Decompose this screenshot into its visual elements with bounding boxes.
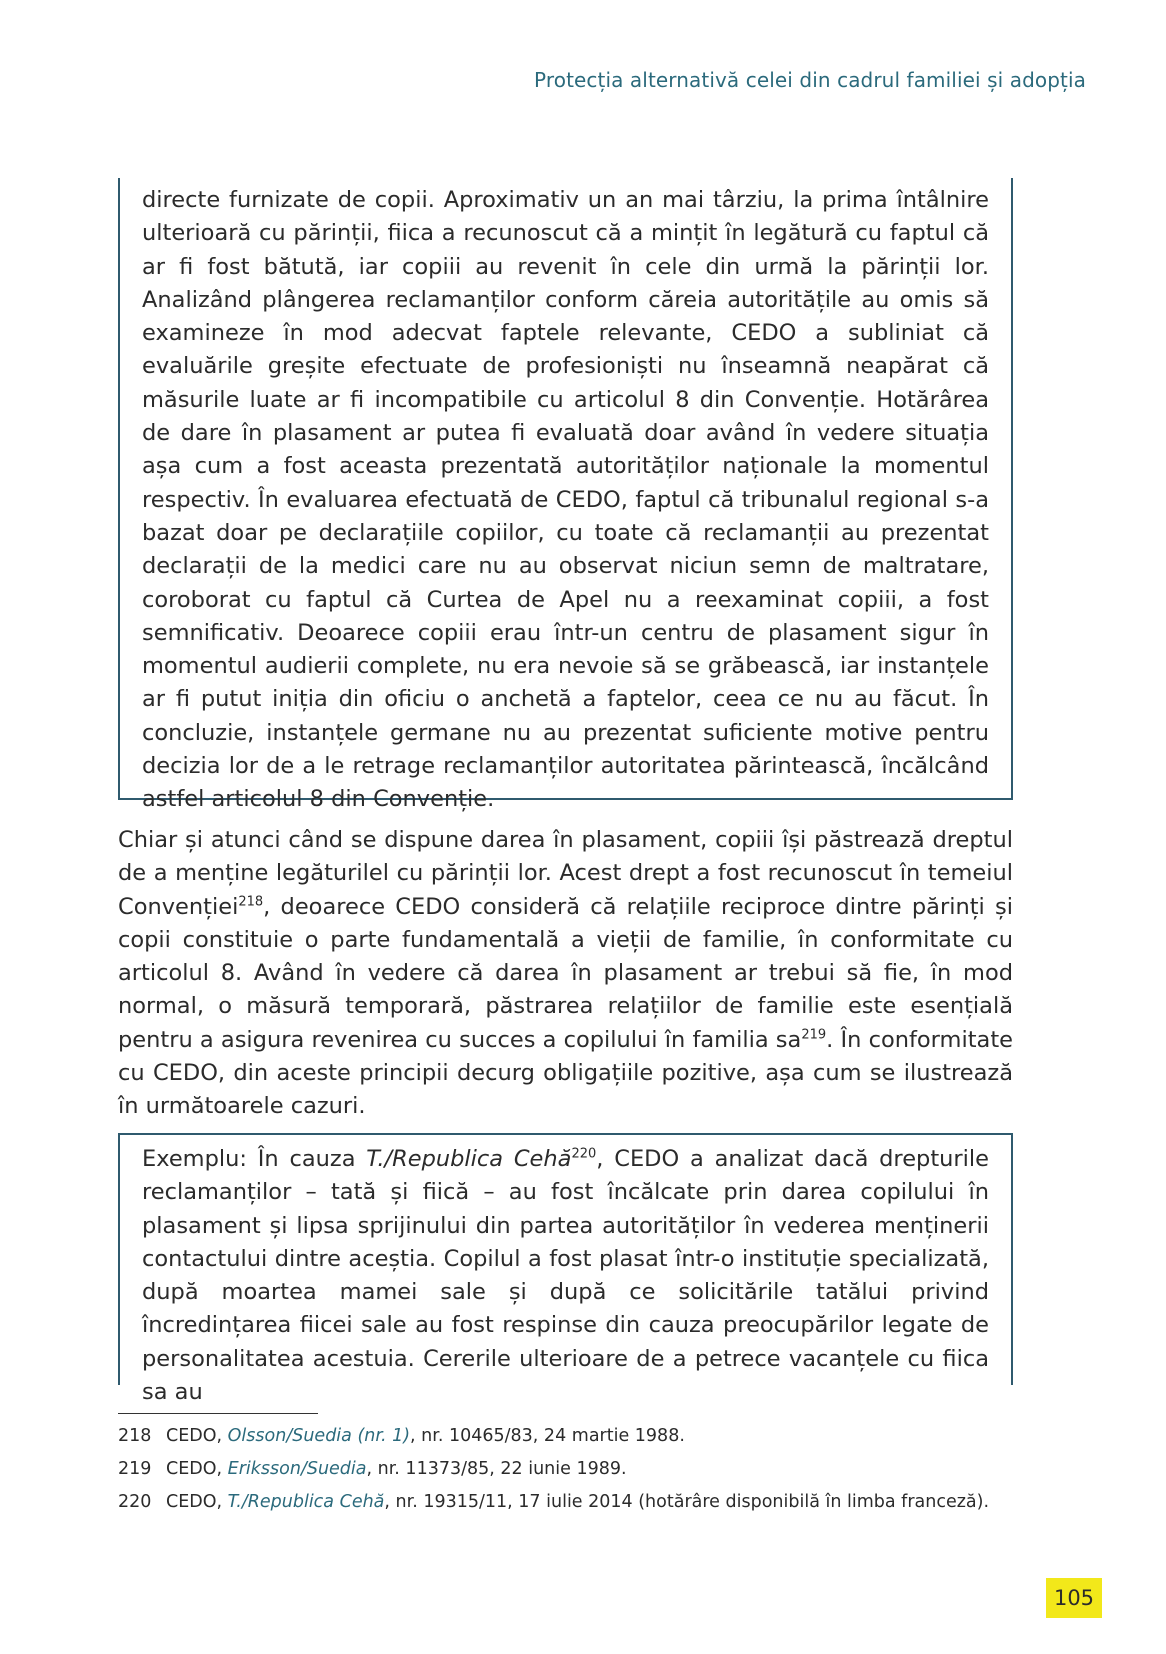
- footnote-text: [166, 1486, 989, 1519]
- footnote-case-link[interactable]: Olsson/Suedia (nr. 1): [227, 1426, 411, 1446]
- page-number-badge: 105: [1046, 1578, 1102, 1618]
- case-name: T./Republica Cehă: [366, 1146, 572, 1172]
- footnote-ref-219[interactable]: 219: [801, 1027, 827, 1043]
- running-header: Protecția alternativă celei din cadrul familiei și adopția: [534, 68, 1086, 92]
- footnote-prefix: CEDO,: [166, 1492, 228, 1512]
- footnote-number: 220: [118, 1492, 152, 1512]
- footnote-prefix: CEDO,: [166, 1426, 228, 1446]
- body-text-part2: , deoarece CEDO consideră că relațiile reciproce dintre părinți și copii constituie o parte fundamentală a vieții de familie, în conformitate cu articolul 8. Având în vedere că darea în plasament ar trebui să fie, în mod normal, o măsură temporară, păstrarea relațiilor de familie este esențială pentru a asigura revenirea cu succes a copilului în familia sa: [118, 893, 1013, 1053]
- footnotes: [118, 1420, 1013, 1519]
- example-box: [118, 1133, 1013, 1406]
- footnote-ref-220[interactable]: 220: [571, 1146, 597, 1162]
- body-paragraph: [118, 824, 1013, 1124]
- footnote-text: [166, 1453, 627, 1486]
- example-box-text: directe furnizate de copii. Aproximativ un an mai târziu, la prima întâlnire ulterioară cu părinții, fiica a recunoscut că a mințit în legătură cu faptul că ar fi fost bătută, iar copiii au revenit în cele din urmă la părinții lor. Analizând plângerea reclamanților conform căreia autoritățile au omis să examineze în mod adecvat faptele relevante, CEDO a subliniat că evaluările greșite efectuate de profesioniști nu înseamnă neapărat că măsurile luate ar fi incompatibile cu articolul 8 din Convenție. Hotărârea de dare în plasament ar putea fi evaluată doar având în vedere situația așa cum a fost aceasta prezentată autorităților naționale la momentul respectiv. În evaluarea efectuată de CEDO, faptul că tribunalul regional s-a bazat doar pe declarațiile copiilor, cu toate că reclamanții au prezentat declarații de la medici care nu au observat niciun semn de maltratare, coroborat cu faptul că Curtea de Apel nu a reexaminat copiii, a fost semnificativ. Deoarece copiii erau într-un centru de plasament sigur în momentul audierii complete, nu era nevoie să se grăbească, iar instanțele ar fi putut iniția din oficiu o anchetă a faptelor, ceea ce nu au făcut. În concluzie, instanțele germane nu au prezentat suficiente motive pentru decizia lor de a le retrage reclamanților autoritatea părintească, încălcând astfel articolul 8 din Convenție.: [142, 187, 989, 813]
- footnote-number: 218: [118, 1426, 152, 1446]
- footnote-suffix: , nr. 19315/11, 17 iulie 2014 (hotărâre disponibilă în limba franceză).: [384, 1492, 990, 1512]
- footnote-case-link[interactable]: Eriksson/Suedia: [227, 1459, 367, 1479]
- footnote-suffix: , nr. 10465/83, 24 martie 1988.: [410, 1426, 685, 1446]
- footnote-item: [118, 1453, 1013, 1486]
- footnote-suffix: , nr. 11373/85, 22 iunie 1989.: [366, 1459, 627, 1479]
- footnote-case-link[interactable]: T./Republica Cehă: [227, 1492, 385, 1512]
- footnote-divider: [118, 1413, 318, 1414]
- footnote-prefix: CEDO,: [166, 1459, 228, 1479]
- footnote-text: [166, 1420, 685, 1453]
- footnote-item: [118, 1420, 1013, 1453]
- footnote-number: 219: [118, 1459, 152, 1479]
- body-text-part1: Chiar și atunci când se dispune darea în plasament, copiii își păstrează dreptul de a menține legăturilel cu părinții lor. Acest drept a fost recunoscut în temeiul Convenției: [118, 827, 1013, 920]
- footnote-ref-218[interactable]: 218: [238, 894, 264, 910]
- example-body: , CEDO a analizat dacă drepturile reclamanților – tată și fiică – au fost încălcate prin darea copilului în plasament și lipsa sprijinului din partea autorităților în vederea menținerii contactului dintre aceștia. Copilul a fost plasat într-o instituție specializată, după moartea mamei sale și după ce solicitările tatălui privind încredințarea fiicei sale au fost respinse din cauza preocupărilor legate de personalitatea acestuia. Cererile ulterioare de a petrece vacanțele cu fiica sa au: [142, 1146, 989, 1406]
- example-box-text: [142, 1143, 989, 1409]
- example-box-continued: [118, 178, 1013, 813]
- example-lead: Exemplu: În cauza: [142, 1146, 367, 1172]
- footnote-item: [118, 1486, 1013, 1519]
- body-text-part3: . În conformitate cu CEDO, din aceste principii decurg obligațiile pozitive, așa cum se ilustrează în următoarele cazuri.: [118, 1026, 1013, 1120]
